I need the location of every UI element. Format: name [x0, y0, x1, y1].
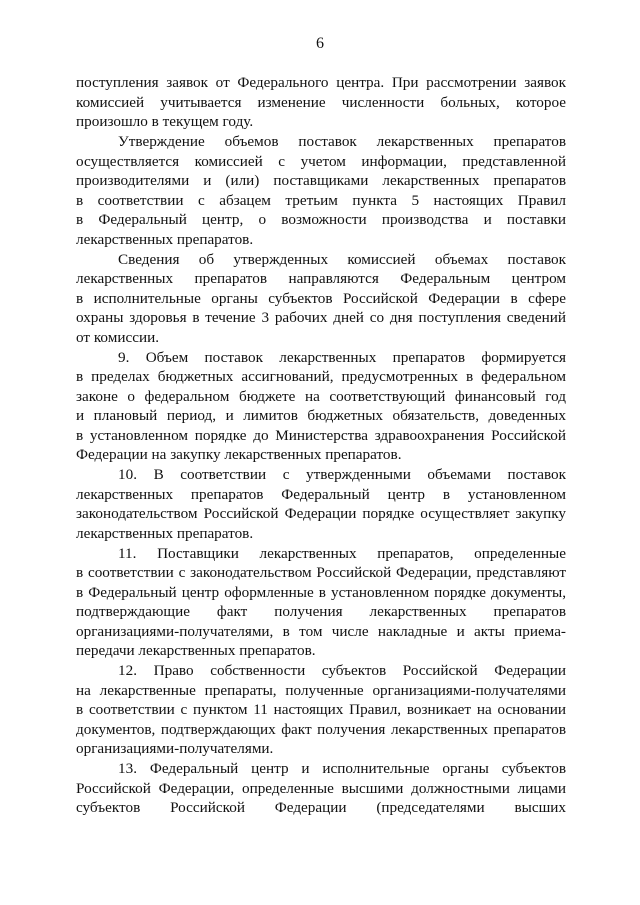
- text-line: охраны здоровья в течение 3 рабочих дней со дня поступления сведений: [76, 309, 566, 326]
- text-line: передачи лекарственных препаратов.: [76, 642, 316, 659]
- text-line: производителями и (или) поставщиками лекарственных препаратов: [76, 172, 566, 189]
- text-line: поступления заявок от Федерального центра. При рассмотрении заявок: [76, 74, 566, 91]
- text-line: в Федеральный центр оформленные в установленном порядке документы,: [76, 583, 566, 601]
- text-line: в установленном порядке до Министерства здравоохранения Российской: [76, 426, 566, 444]
- text-line: законе о федеральном бюджете на соответствующий финансовый год: [76, 387, 566, 405]
- text-line: Сведения об утвержденных комиссией объемах поставок: [118, 250, 566, 268]
- text-line: документов, подтверждающих факт получения лекарственных препаратов: [76, 720, 566, 738]
- paragraph: [76, 759, 566, 818]
- text-line: лекарственных препаратов направляются Федеральным центром: [76, 270, 566, 287]
- paragraph: [76, 250, 566, 348]
- text-line: 11. Поставщики лекарственных препаратов, определенные: [118, 544, 566, 562]
- text-line: в пределах бюджетных ассигнований, предусмотренных в федеральном: [76, 368, 566, 385]
- text-line: организациями-получателями.: [76, 740, 274, 757]
- text-line: организациями-получателями, в том числе накладные и акты приема-: [76, 622, 566, 640]
- text-line: на лекарственные препараты, полученные организациями-получателями: [76, 681, 566, 699]
- document-body: [76, 73, 566, 818]
- text-line: в соответствии с пунктом 11 настоящих Правил, возникает на основании: [76, 701, 566, 718]
- text-line: Российской Федерации, определенные высшими должностными лицами: [76, 779, 566, 797]
- text-line: 13. Федеральный центр и исполнительные органы субъектов: [118, 760, 566, 777]
- text-line: Федерации на закупку лекарственных препаратов.: [76, 446, 402, 463]
- text-line: лекарственных препаратов.: [76, 524, 254, 542]
- text-line: от комиссии.: [76, 328, 160, 346]
- text-line: в соответствии с абзацем третьим пункта 5 настоящих Правил: [76, 191, 566, 209]
- paragraph: [76, 132, 566, 249]
- text-line: комиссией учитывается изменение численности больных, которое: [76, 93, 566, 111]
- text-line: законодательством Российской Федерации порядке осуществляет закупку: [76, 505, 566, 522]
- paragraph: [76, 348, 566, 465]
- page-number: 6: [316, 35, 324, 52]
- paragraph: [76, 544, 566, 661]
- paragraph: [76, 73, 566, 132]
- text-line: лекарственных препаратов Федеральный центр в установленном: [76, 485, 566, 503]
- text-line: и плановый период, и лимитов бюджетных обязательств, доведенных: [76, 407, 566, 424]
- text-line: Утверждение объемов поставок лекарственных препаратов: [118, 133, 566, 150]
- text-line: произошло в текущем году.: [76, 113, 254, 130]
- text-line: в соответствии с законодательством Российской Федерации, представляют: [76, 564, 566, 581]
- paragraph: [76, 465, 566, 543]
- paragraph: [76, 661, 566, 759]
- text-line: субъектов Российской Федерации (председателями высших: [76, 799, 566, 816]
- text-line: 12. Право собственности субъектов Российской Федерации: [118, 662, 566, 679]
- text-line: 9. Объем поставок лекарственных препаратов формируется: [118, 348, 566, 366]
- text-line: осуществляется комиссией с учетом информации, представленной: [76, 152, 566, 170]
- text-line: подтверждающие факт получения лекарственных препаратов: [76, 603, 566, 620]
- text-line: лекарственных препаратов.: [76, 230, 254, 248]
- text-line: 10. В соответствии с утвержденными объемами поставок: [118, 466, 566, 483]
- text-line: в исполнительные органы субъектов Российской Федерации в сфере: [76, 289, 566, 307]
- text-line: в Федеральный центр, о возможности производства и поставки: [76, 211, 566, 228]
